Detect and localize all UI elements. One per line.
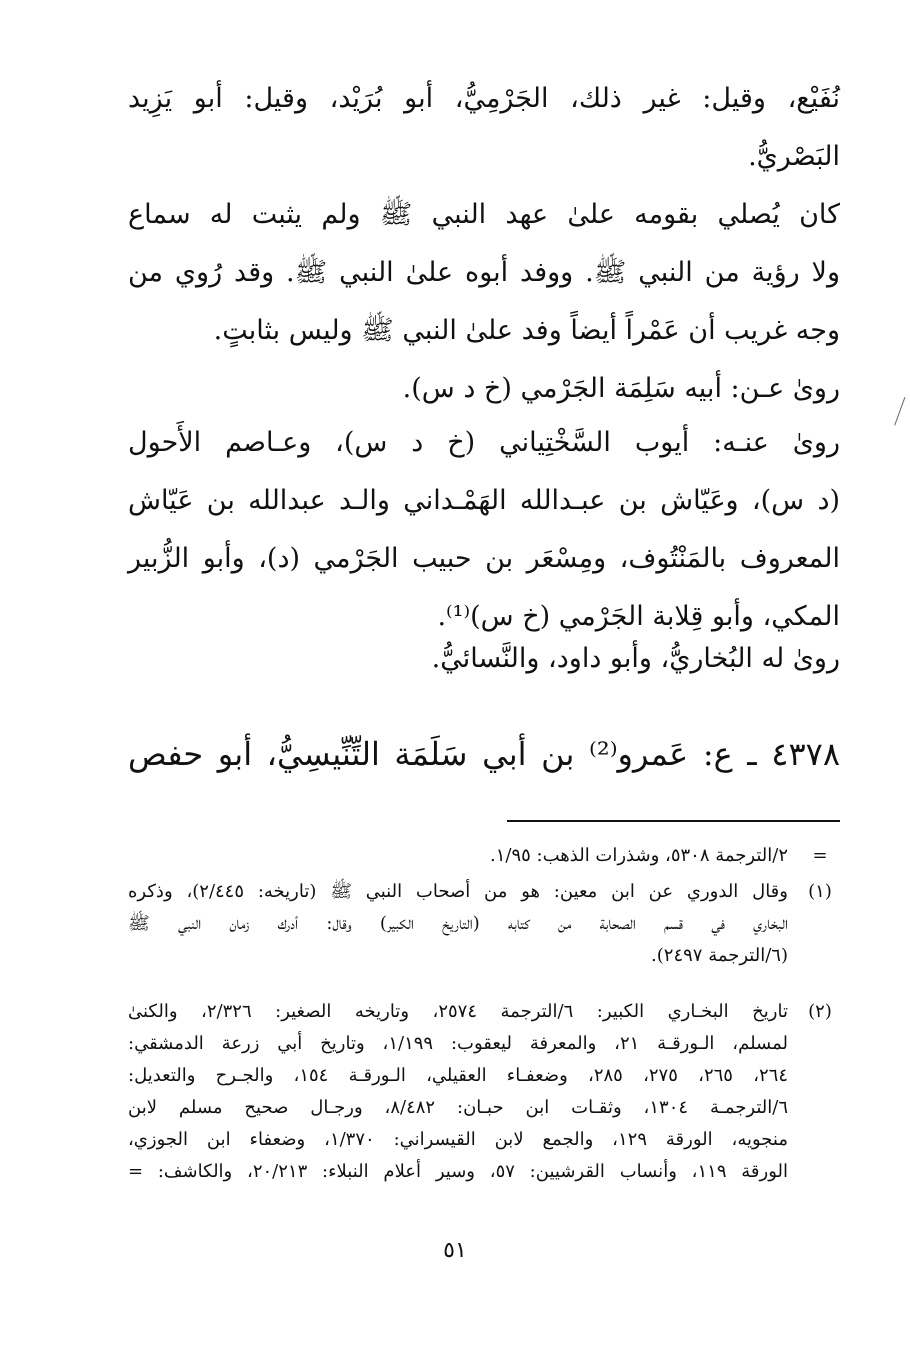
- footnote-continued: [128, 840, 840, 872]
- text-line: روىٰ عـن: أبيه سَلِمَة الجَرْمي (خ د س).: [402, 373, 840, 404]
- footnote-line: تاريخ البخـاري الكبير: ٦/الترجمة ٢٥٧٤، وتاريخه الصغير: ٢/٣٢٦، والكنىٰ: [128, 1001, 788, 1022]
- narrators-paragraph: [128, 414, 840, 646]
- footnote-mark: (١): [808, 881, 832, 902]
- footnote-1: [128, 876, 840, 972]
- footnote-line: ٦/الترجمـة ١٣٠٤، وثقـات ابن حبـان: ٨/٤٨٢، ورجـال صحيح مسلم لابن: [128, 1097, 788, 1118]
- footnote-line: وقال الدوري عن ابن معين: هو من أصحاب النبي ﷺ (تاريخه: ٢/٤٤٥)، وذكره: [128, 881, 788, 902]
- text-line: المعروف بالمَنْتُوف، ومِسْعَر بن حبيب الجَرْمي (د)، وأبو الزُّبير: [128, 543, 840, 574]
- footnote-line: البخاري في قسم الصحابة من كتابه (التاريخ الكبير) وقال: أدرك زمان النبي ﷺ: [128, 913, 788, 934]
- text-line: (د س)، وعَيّاش بن عبـدالله الهَمْـداني والـد عبدالله بن عَيّاش: [128, 485, 840, 516]
- text-line: كان يُصلي بقومه علىٰ عهد النبي ﷺ ولم يثبت له سماع: [128, 199, 840, 230]
- footnote-line: منجويه، الورقة ١٢٩، والجمع لابن القيسراني: ١/٣٧٠، وضعفاء ابن الجوزي،: [128, 1129, 789, 1150]
- footnote-line: لمسلم، الـورقـة ٢١، والمعرفة ليعقوب: ١/١٩٩، وتاريخ أبي زرعة الدمشقي:: [128, 1033, 788, 1054]
- text-line: المكي، وأبو قِلابة الجَرْمي (خ س)⁽¹⁾.: [437, 601, 840, 632]
- text-line: روىٰ له البُخاريُّ، وأبو داود، والنَّسائيُّ.: [431, 643, 840, 674]
- footnote-line: (٦/الترجمة ٢٤٩٧).: [651, 945, 788, 966]
- narrated-by-paragraph: [128, 630, 840, 688]
- footnote-2: [128, 996, 840, 1188]
- text-line: البَصْريُّ.: [748, 141, 840, 172]
- footnote-line: الورقة ١١٩، وأنساب القرشيين: ٥٧، وسير أعلام النبلاء: ٢٠/٢١٣، والكاشف: =: [128, 1161, 789, 1182]
- page-number: ٥١: [443, 1238, 467, 1263]
- entry-heading: ٤٣٧٨ ـ ع: عَمرو⁽²⁾ بن أبي سَلَمَة التِّنِّيسِيُّ، أبو حفص: [128, 735, 841, 773]
- text-line: نُفَيْع، وقيل: غير ذلك، الجَرْمِيُّ، أبو بُرَيْد، وقيل: أبو يَزِيد: [128, 83, 840, 114]
- scan-edge-mark: [894, 397, 910, 429]
- footnote-rule: [507, 820, 840, 822]
- text-line: ولا رؤية من النبي ﷺ. ووفد أبوه علىٰ النبي ﷺ. وقد رُوي من: [128, 257, 840, 288]
- narrated-from-paragraph: [128, 360, 840, 418]
- entry-name-continuation: [128, 70, 840, 186]
- footnote-mark: (٢): [808, 1001, 832, 1022]
- text-line: وجه غريب أن عَمْراً أيضاً وفد علىٰ النبي ﷺ وليس بثابتٍ.: [213, 315, 840, 346]
- footnote-line: ٢٦٤، ٢٦٥، ٢٧٥، ٢٨٥، وضعفـاء العقيلي، الـورقـة ١٥٤، والجـرح والتعديل:: [128, 1065, 789, 1086]
- text-line: روىٰ عنـه: أيوب السَّخْتِياني (خ د س)، وعـاصم الأَحول: [128, 427, 840, 458]
- footnote-mark: =: [812, 845, 828, 866]
- biography-paragraph: [128, 186, 840, 360]
- footnote-line: ٢/الترجمة ٥٣٠٨، وشذرات الذهب: ١/٩٥.: [490, 845, 788, 866]
